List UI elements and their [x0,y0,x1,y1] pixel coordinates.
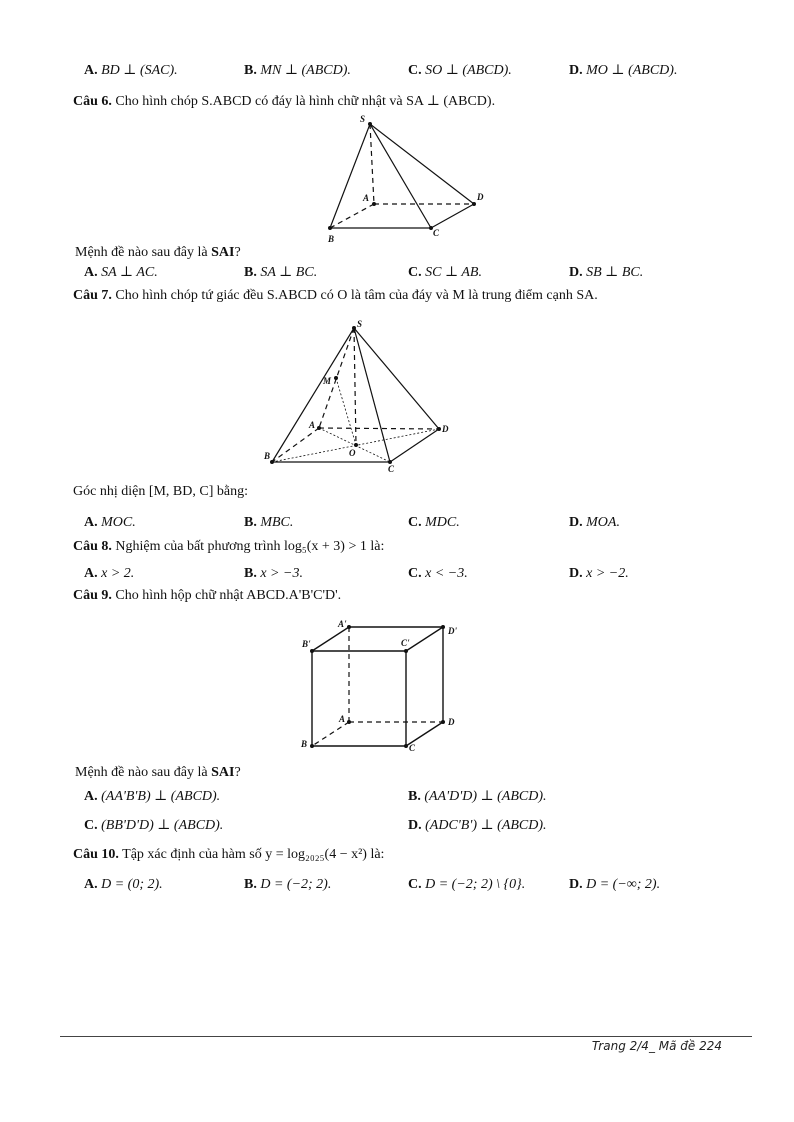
q6-label-d: D [477,192,484,202]
q9-label-b1: B' [302,639,311,649]
q6-stem: Câu 6. Cho hình chóp S.ABCD có đáy là hình chữ nhật và SA ⊥ (ABCD). [73,94,496,109]
q6-option-a: A. SA ⊥ AC. [84,265,158,280]
q9-option-a: A. (AA'B'B) ⊥ (ABCD). [84,789,221,804]
q6-label-s: S [360,114,366,124]
q9-option-d: D. (ADC'B') ⊥ (ABCD). [408,818,547,833]
q7-option-d: D. MOA. [569,515,620,530]
q10-option-c: C. D = (−2; 2) \ {0}. [408,877,526,892]
q7-label-m: M [323,376,332,386]
q8-option-a: A. x > 2. [84,566,135,581]
page-footer: Trang 2/4_ Mã đề 224 [591,1039,722,1053]
q9-label-d1: D' [448,626,457,636]
q7-label-s: S [357,319,363,329]
q6-prompt: Mệnh đề nào sau đây là SAI? [75,245,241,260]
q8-stem: Câu 8. Nghiệm của bất phương trình log₅(x + 3) > 1 là: [73,539,385,554]
q9-option-c: C. (BB'D'D) ⊥ (ABCD). [84,818,224,833]
q6-label-c: C [433,228,440,238]
q10-stem: Câu 10. Tập xác định của hàm số y = log₂₀₂₅(4 − x²) là: [73,847,385,862]
q10-option-d: D. D = (−∞; 2). [569,877,661,892]
q6-label-a: A [363,193,370,203]
q7-label-o: O [349,448,356,458]
q7-option-b: B. MBC. [244,515,294,530]
q5-option-c: C. SO ⊥ (ABCD). [408,63,512,78]
q9-label-c: C [409,743,416,753]
q9-label-d: D [448,717,455,727]
q6-option-b: B. SA ⊥ BC. [244,265,318,280]
q6-option-c: C. SC ⊥ AB. [408,265,482,280]
q8-option-b: B. x > −3. [244,566,303,581]
footer-divider [60,1036,752,1037]
q7-stem: Câu 7. Cho hình chóp tứ giác đều S.ABCD có O là tâm của đáy và M là trung điểm cạnh SA. [73,288,598,303]
q7-label-d: D [442,424,449,434]
q10-option-a: A. D = (0; 2). [84,877,163,892]
q8-option-c: C. x < −3. [408,566,468,581]
q7-label-c: C [388,464,395,474]
q6-label-b: B [328,234,335,244]
q5-option-b: B. MN ⊥ (ABCD). [244,63,351,78]
q7-label-b: B [264,451,271,461]
q9-label-b: B [301,739,308,749]
q9-stem: Câu 9. Cho hình hộp chữ nhật ABCD.A'B'C'D'. [73,588,342,603]
q9-option-b: B. (AA'D'D) ⊥ (ABCD). [408,789,547,804]
q7-option-a: A. MOC. [84,515,136,530]
q9-prompt: Mệnh đề nào sau đây là SAI? [75,765,241,780]
q6-option-d: D. SB ⊥ BC. [569,265,644,280]
q9-label-a: A [339,714,346,724]
q9-label-c1: C' [401,638,410,648]
q7-prompt: Góc nhị diện [M, BD, C] bằng: [73,484,248,499]
q9-label-a1: A' [338,619,347,629]
q7-option-c: C. MDC. [408,515,460,530]
q5-option-d: D. MO ⊥ (ABCD). [569,63,678,78]
q8-option-d: D. x > −2. [569,566,629,581]
q5-option-a: A. BD ⊥ (SAC). [84,63,178,78]
q7-label-a: A [309,420,316,430]
q10-option-b: B. D = (−2; 2). [244,877,332,892]
